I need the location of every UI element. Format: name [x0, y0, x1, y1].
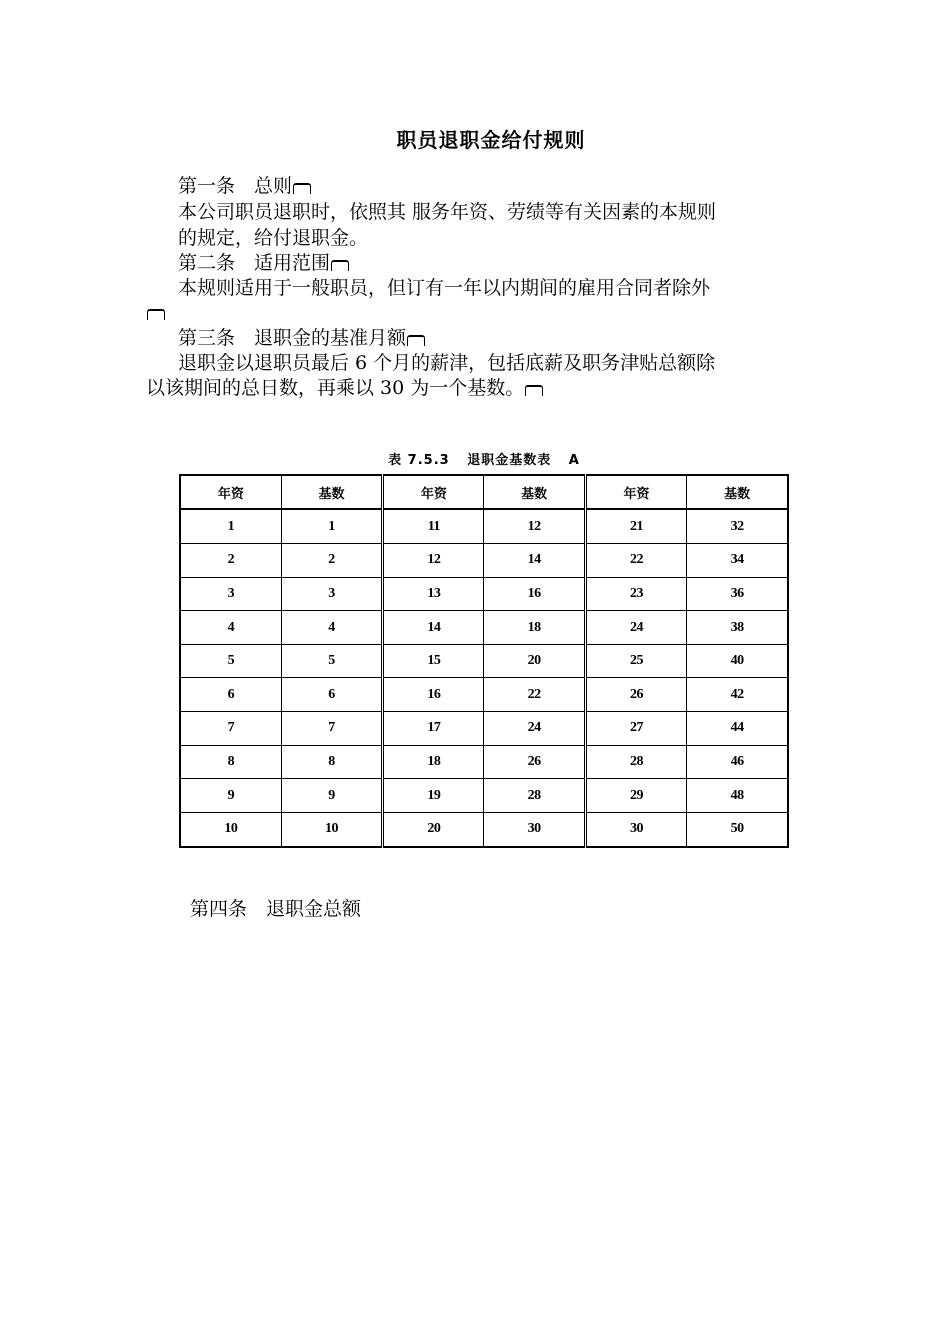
cell-years: 24: [585, 611, 686, 645]
cell-base: 3: [281, 577, 382, 611]
cell-years: 27: [585, 712, 686, 746]
article-2-body-line1: 本规则适用于一般职员，但订有一年以内期间的雇用合同者除外: [178, 277, 711, 299]
cell-base: 42: [687, 678, 788, 712]
cell-base: 50: [687, 812, 788, 847]
cell-years: 14: [383, 611, 484, 645]
cell-base: 32: [687, 509, 788, 544]
cell-base: 18: [484, 611, 585, 645]
table-row: [180, 812, 788, 847]
article-1-heading: 第一条 总则: [178, 174, 311, 198]
paragraph-mark-icon: [147, 309, 165, 320]
cell-base: 44: [687, 712, 788, 746]
document-title: 职员退职金给付规则: [396, 128, 586, 152]
table-row: [180, 644, 788, 678]
cell-base: 8: [281, 745, 382, 779]
cell-base: 24: [484, 712, 585, 746]
cell-base: 26: [484, 745, 585, 779]
table-row: [180, 577, 788, 611]
header-base: 基数: [281, 475, 382, 509]
cell-years: 23: [585, 577, 686, 611]
cell-base: 34: [687, 544, 788, 578]
cell-base: 4: [281, 611, 382, 645]
table-row: [180, 712, 788, 746]
table-caption: [180, 449, 788, 468]
cell-base: 48: [687, 779, 788, 813]
cell-years: 5: [180, 644, 281, 678]
table-row: [180, 611, 788, 645]
cell-years: 17: [383, 712, 484, 746]
table-row: [180, 544, 788, 578]
table-body: [180, 509, 788, 847]
cell-base: 7: [281, 712, 382, 746]
article-2-heading: 第二条 适用范围: [178, 251, 349, 275]
cell-base: 36: [687, 577, 788, 611]
cell-years: 13: [383, 577, 484, 611]
cell-years: 21: [585, 509, 686, 544]
cell-base: 28: [484, 779, 585, 813]
cell-base: 38: [687, 611, 788, 645]
article-2-body-end: [146, 300, 165, 324]
table-caption-title: 退职金基数表: [467, 453, 552, 468]
table-row: [180, 745, 788, 779]
article-1-body-line2: 的规定，给付退职金。: [178, 227, 369, 249]
table-row: [180, 509, 788, 544]
paragraph-mark-icon: [407, 335, 425, 346]
cell-base: 5: [281, 644, 382, 678]
header-base: 基数: [687, 475, 788, 509]
article-1-body-line1: 本公司职员退职时，依照其 服务年资、劳绩等有关因素的本规则: [178, 201, 717, 223]
cell-years: 4: [180, 611, 281, 645]
cell-years: 20: [383, 812, 484, 847]
cell-years: 9: [180, 779, 281, 813]
paragraph-mark-icon: [331, 260, 349, 271]
paragraph-mark-icon: [293, 183, 311, 194]
header-base: 基数: [484, 475, 585, 509]
cell-years: 15: [383, 644, 484, 678]
cell-years: 3: [180, 577, 281, 611]
header-years: 年资: [585, 475, 686, 509]
cell-years: 12: [383, 544, 484, 578]
article-4-heading: 第四条 退职金总额: [190, 898, 362, 920]
cell-years: 7: [180, 712, 281, 746]
cell-base: 46: [687, 745, 788, 779]
cell-base: 16: [484, 577, 585, 611]
cell-years: 22: [585, 544, 686, 578]
cell-base: 30: [484, 812, 585, 847]
cell-base: 12: [484, 509, 585, 544]
cell-base: 40: [687, 644, 788, 678]
header-years: 年资: [383, 475, 484, 509]
article-3-heading: 第三条 退职金的基准月额: [178, 326, 425, 350]
cell-years: 2: [180, 544, 281, 578]
cell-years: 25: [585, 644, 686, 678]
table-header-row: [180, 475, 788, 509]
cell-base: 14: [484, 544, 585, 578]
base-count-table: [179, 474, 789, 848]
cell-years: 10: [180, 812, 281, 847]
cell-years: 6: [180, 678, 281, 712]
cell-base: 9: [281, 779, 382, 813]
cell-base: 22: [484, 678, 585, 712]
cell-years: 26: [585, 678, 686, 712]
cell-years: 8: [180, 745, 281, 779]
cell-base: 10: [281, 812, 382, 847]
table-row: [180, 678, 788, 712]
cell-years: 1: [180, 509, 281, 544]
cell-years: 16: [383, 678, 484, 712]
cell-years: 30: [585, 812, 686, 847]
table-caption-suffix: A: [568, 453, 580, 468]
cell-base: 6: [281, 678, 382, 712]
cell-years: 28: [585, 745, 686, 779]
table-caption-number: 表 7.5.3: [388, 453, 450, 468]
cell-base: 1: [281, 509, 382, 544]
table-row: [180, 779, 788, 813]
cell-base: 20: [484, 644, 585, 678]
article-3-body-line1: 退职金以退职员最后 6 个月的薪津，包括底薪及职务津贴总额除: [178, 352, 716, 374]
article-3-body-line2: 以该期间的总日数，再乘以 30 为一个基数。: [146, 376, 543, 400]
cell-years: 18: [383, 745, 484, 779]
header-years: 年资: [180, 475, 281, 509]
paragraph-mark-icon: [525, 385, 543, 396]
cell-years: 11: [383, 509, 484, 544]
cell-years: 29: [585, 779, 686, 813]
cell-years: 19: [383, 779, 484, 813]
cell-base: 2: [281, 544, 382, 578]
